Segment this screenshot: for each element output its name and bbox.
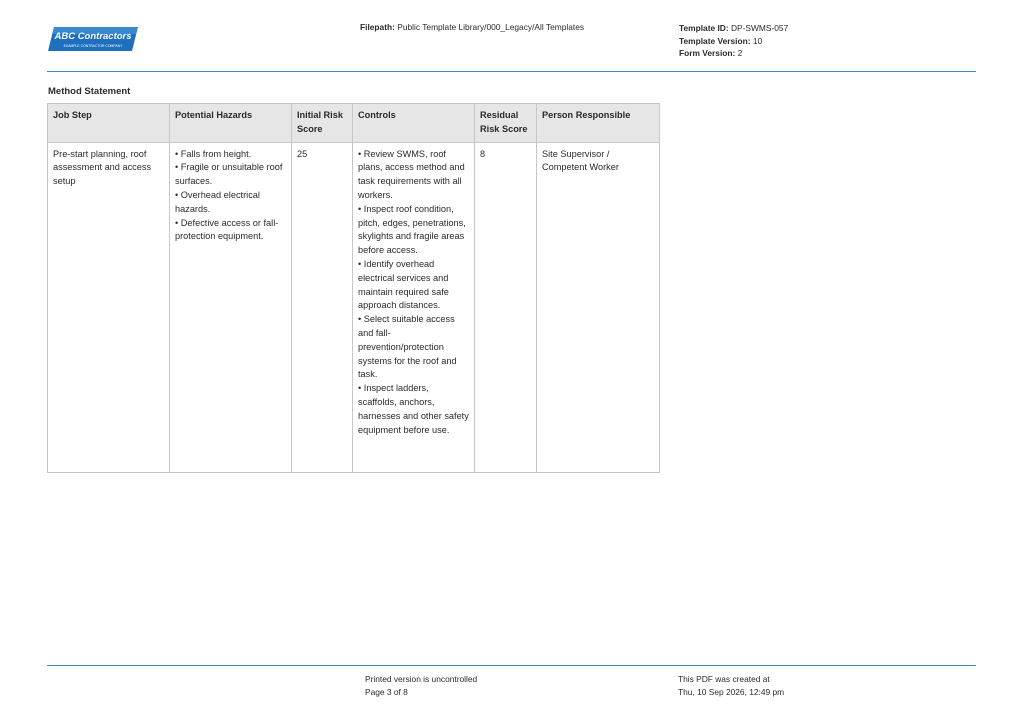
residual-risk-score-cell: 8	[475, 142, 537, 472]
page-number: Page 3 of 8	[365, 686, 408, 697]
uncontrolled-notice: Printed version is uncontrolled	[365, 674, 478, 684]
table-row	[48, 142, 660, 472]
hazard-item: • Falls from height.	[175, 148, 286, 162]
control-item: • Inspect roof condition, pitch, edges, penetrations, skylights and fragile areas before access.	[358, 203, 469, 258]
template-id	[679, 22, 788, 35]
column-header-job-step: Job Step	[48, 104, 170, 143]
method-statement-table	[47, 103, 660, 473]
footer-divider	[47, 665, 976, 666]
filepath-label: Filepath:	[360, 22, 395, 32]
column-header-initial-risk-score: Initial Risk Score	[292, 104, 353, 143]
company-logo-image	[48, 26, 140, 52]
control-item: • Review SWMS, roof plans, access method and task requirements with all workers.	[358, 148, 469, 203]
section-title: Method Statement	[48, 86, 131, 97]
template-version-value: 10	[752, 35, 763, 46]
hazard-item: • Defective access or fall-protection equipment.	[175, 217, 286, 245]
template-version	[679, 35, 788, 48]
hazard-item: • Fragile or unsuitable roof surfaces.	[175, 161, 286, 189]
hazards-list	[175, 148, 286, 245]
column-header-person-responsible: Person Responsible	[537, 104, 660, 143]
column-header-potential-hazards: Potential Hazards	[170, 104, 292, 143]
control-item: • Inspect ladders, scaffolds, anchors, harnesses and other safety equipment before use.	[358, 382, 469, 437]
footer-created-info	[678, 673, 784, 699]
controls-cell	[353, 142, 475, 472]
column-header-residual-risk-score: Residual Risk Score	[475, 104, 537, 143]
template-id-label: Template ID:	[679, 23, 729, 33]
table-header-row	[48, 104, 660, 143]
header-divider	[47, 71, 976, 72]
control-item: • Identify overhead electrical services and maintain required safe approach distances.	[358, 258, 469, 313]
control-item: • Select suitable access and fall-prevention/protection systems for the roof and task.	[358, 313, 469, 382]
column-header-controls: Controls	[353, 104, 475, 143]
created-label: This PDF was created at	[678, 674, 770, 684]
template-id-value: DP-SWMS-057	[730, 23, 789, 33]
company-logo	[48, 26, 140, 52]
initial-risk-score-cell: 25	[292, 142, 353, 472]
hazards-cell	[170, 142, 292, 472]
hazard-item: • Overhead electrical hazards.	[175, 189, 286, 217]
job-step-cell: Pre-start planning, roof assessment and access setup	[48, 142, 170, 472]
form-version-label: Form Version:	[679, 48, 736, 58]
footer-page-info	[365, 673, 477, 699]
filepath	[360, 22, 584, 32]
form-version-value: 2	[737, 48, 743, 58]
person-responsible-cell: Site Supervisor / Competent Worker	[537, 142, 660, 472]
created-timestamp: Thu, 10 Sep 2026, 12:49 pm	[678, 686, 785, 697]
template-version-label: Template Version:	[679, 35, 751, 46]
controls-list	[358, 148, 469, 438]
template-meta	[679, 22, 788, 60]
filepath-value: Public Template Library/000_Legacy/All Templates	[397, 22, 585, 32]
form-version	[679, 47, 788, 60]
svg-text:EXAMPLE CONTRACTOR COMPANY: EXAMPLE CONTRACTOR COMPANY	[63, 44, 123, 48]
svg-text:ABC Contractors: ABC Contractors	[54, 31, 132, 42]
